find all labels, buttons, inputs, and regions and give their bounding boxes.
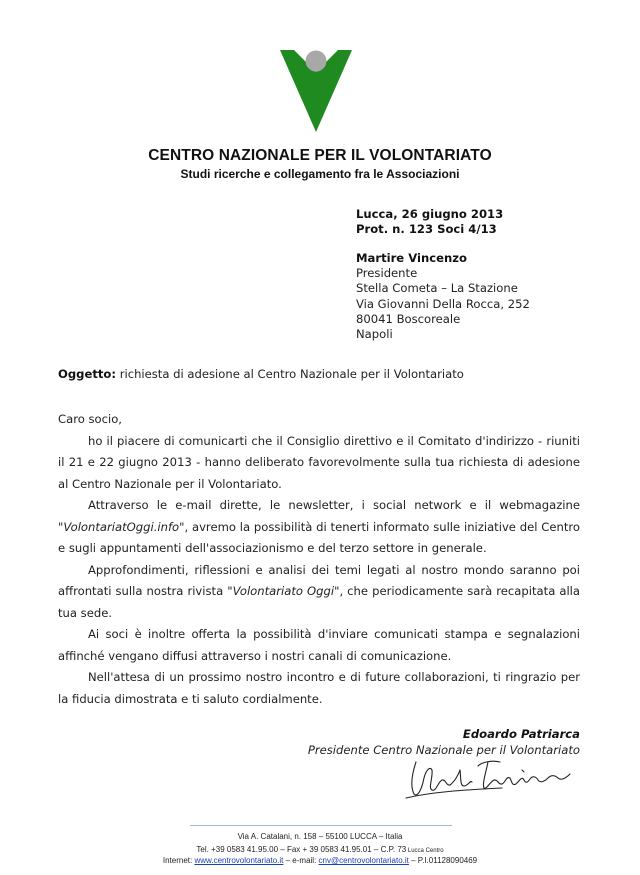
webmagazine-name: VolontariatOggi.info — [63, 519, 180, 534]
recipient-line: Presidente — [356, 266, 418, 281]
internet-label: Internet: — [162, 856, 195, 865]
recipient-line: Stella Cometa – La Stazione — [356, 281, 518, 296]
signer-name: Edoardo Patriarca — [462, 727, 580, 741]
letter-body — [58, 409, 580, 710]
postbox-location: Lucca Centro — [406, 848, 444, 854]
recipient-name: Martire Vincenzo — [356, 251, 467, 265]
recipient-address-block — [356, 251, 530, 342]
phone-fax-text: Tel. +39 0583 41.95.00 – Fax + 39 0583 41.95.01 – C.P. 73 — [196, 845, 407, 854]
body-paragraph: Nell'attesa di un prossimo nostro incontro e di future collaborazioni, ti ringrazio per la fiducia dimostrata e ti saluto cordialmente. — [58, 670, 580, 706]
handwritten-signature — [402, 752, 582, 802]
organization-subtitle: Studi ricerche e collegamento fra le Associazioni — [180, 167, 460, 181]
email-label: – e-mail: — [283, 856, 319, 865]
subject-label: Oggetto: — [58, 367, 117, 381]
organization-name: CENTRO NAZIONALE PER IL VOLONTARIATO — [148, 147, 492, 164]
recipient-line: 80041 Boscoreale — [356, 311, 461, 326]
protocol-number: Prot. n. 123 Soci 4/13 — [356, 222, 497, 236]
body-paragraph: Ai soci è inoltre offerta la possibilità d'inviare comunicati stampa e segnalazioni affinché vengano diffusi attraverso i nostri canali di comunicazione. — [58, 627, 580, 663]
website-link[interactable]: www.centrovolontariato.it — [194, 856, 284, 865]
salutation: Caro socio, — [58, 412, 122, 426]
subject-line — [58, 367, 464, 381]
letter-date: Lucca, 26 giugno 2013 — [356, 207, 504, 221]
recipient-line: Via Giovanni Della Rocca, 252 — [356, 296, 530, 311]
subject-text: richiesta di adesione al Centro Nazionale per il Volontariato — [116, 367, 464, 381]
cnv-logo — [280, 50, 352, 132]
magazine-name: Volontariato Oggi — [232, 584, 335, 598]
signer-role: Presidente Centro Nazionale per il Volontariato — [307, 743, 580, 757]
paragraph-text: Approfondimenti, riflessioni e analisi dei temi legati al nostro mondo saranno poi affrontati sulla nostra rivista " — [58, 562, 580, 598]
email-link[interactable]: cnv@centrovolontariato.it — [318, 856, 409, 865]
body-paragraph — [58, 495, 580, 560]
footer-address: Via A. Catalani, n. 158 – 55100 LUCCA – Italia — [237, 832, 403, 841]
footer-phone — [0, 845, 640, 854]
vat-number: – P.I.01128090469 — [408, 856, 478, 865]
footer-divider — [190, 825, 452, 826]
body-paragraph — [58, 560, 580, 625]
paragraph-text: ", avremo la possibilità di tenerti informato sulle iniziative del Centro e sugli appuntamenti dell'associazionismo e del terzo settore in generale. — [58, 519, 580, 555]
footer-contacts — [0, 856, 640, 865]
body-paragraph: ho il piacere di comunicarti che il Consiglio direttivo e il Comitato d'indirizzo - riuniti il 21 e 22 giugno 2013 - hanno deliberato favorevolmente sulla tua richiesta di adesione al Centro Nazionale per il Volontariato. — [58, 433, 580, 491]
recipient-line: Napoli — [356, 327, 393, 342]
paragraph-text: ", che periodicamente sarà recapitata alla tua sede. — [58, 584, 580, 620]
paragraph-text: Attraverso le e-mail dirette, le newsletter, i social network e il webmagazine " — [58, 498, 580, 534]
